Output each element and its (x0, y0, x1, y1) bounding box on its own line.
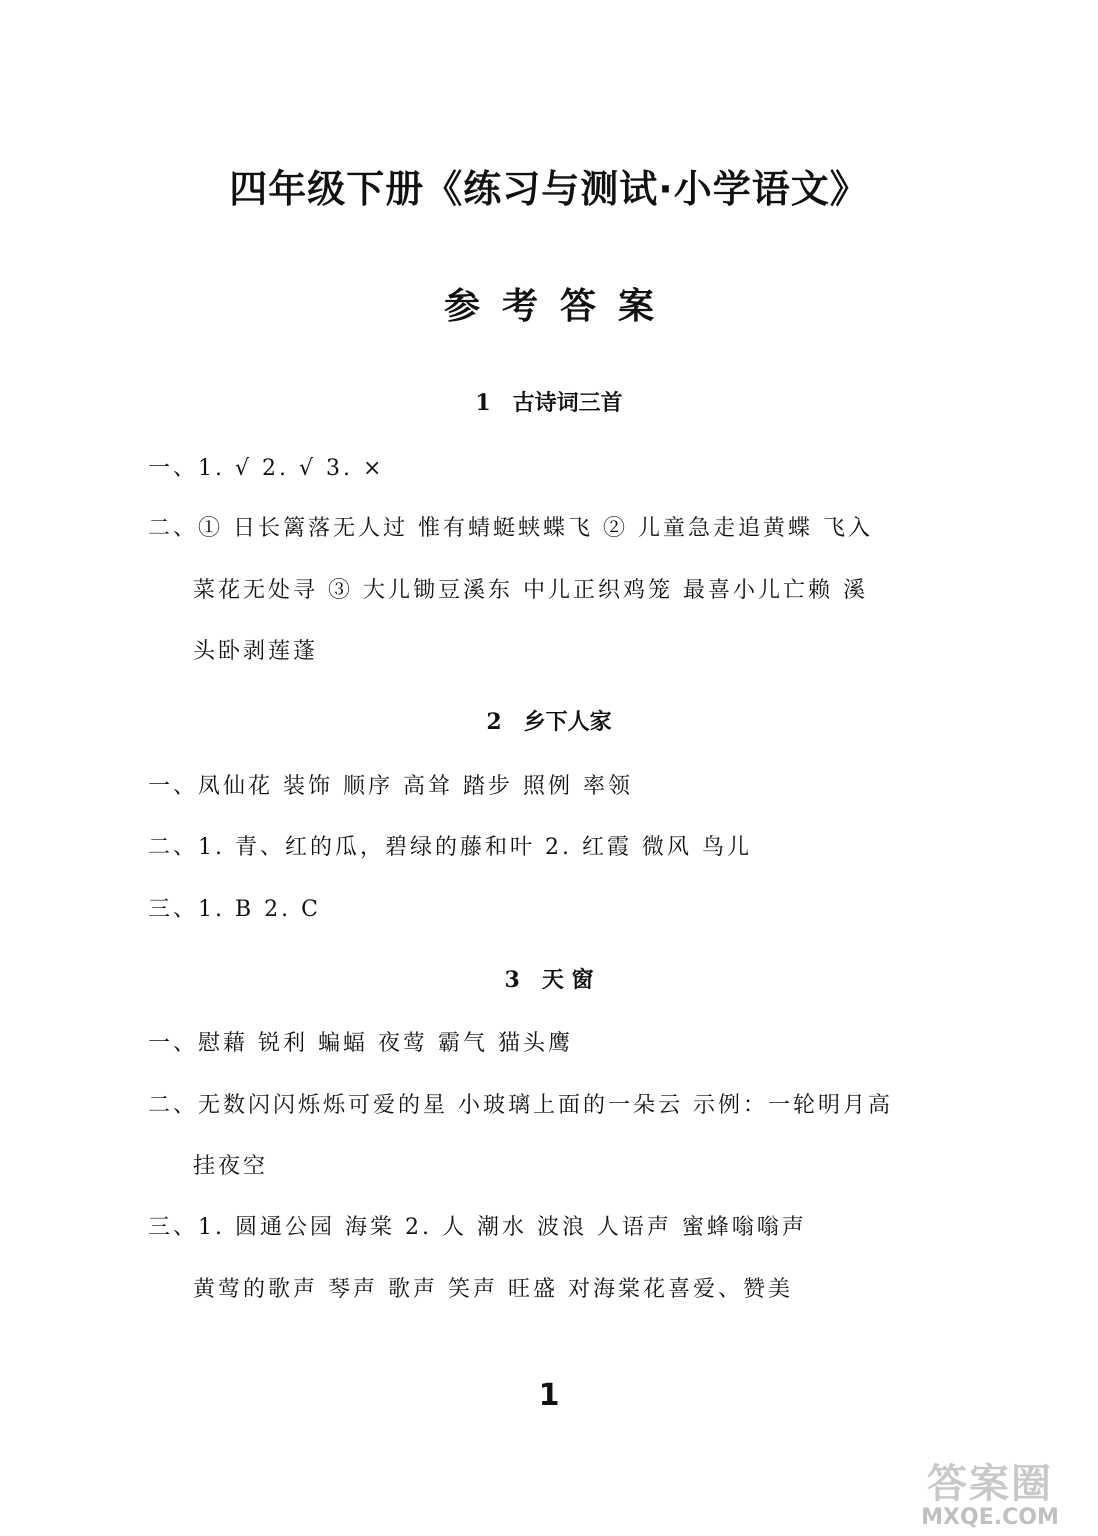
section-number: 3 (504, 967, 520, 993)
document-subtitle: 参考答案 (443, 286, 676, 327)
answer-line: 挂夜空 (193, 1154, 269, 1179)
answer-line: 三、1. B 2. C (148, 897, 321, 922)
answer-line: 一、1. √ 2. √ 3. × (148, 456, 385, 481)
document-title: 四年级下册《练习与测试·小学语文》 (229, 167, 869, 211)
answer-line: 菜花无处寻 ③ 大儿锄豆溪东 中儿正织鸡笼 最喜小儿亡赖 溪 (193, 578, 868, 603)
watermark-top-text: 答案圈 (927, 1461, 1053, 1507)
section-name: 古诗词三首 (512, 391, 623, 416)
section-name: 乡下人家 (523, 710, 612, 735)
answer-line: 一、慰藉 锐利 蝙蝠 夜莺 霸气 猫头鹰 (148, 1031, 573, 1056)
section-name: 天 窗 (541, 968, 594, 993)
section-title-1 (0, 386, 1098, 417)
section-title-2 (0, 705, 1098, 736)
answer-line: 三、1. 圆通公园 海棠 2. 人 潮水 波浪 人语声 蜜蜂嗡嗡声 (148, 1215, 807, 1240)
answer-line: 黄莺的歌声 琴声 歌声 笑声 旺盛 对海棠花喜爱、赞美 (193, 1277, 793, 1302)
answer-line: 头卧剥莲蓬 (193, 639, 319, 664)
watermark-bottom-text: MXQE.COM (921, 1505, 1059, 1530)
answer-line: 二、1. 青、红的瓜，碧绿的藤和叶 2. 红霞 微风 鸟儿 (148, 835, 752, 860)
answer-line: 二、① 日长篱落无人过 惟有蜻蜓蛱蝶飞 ② 儿童急走追黄蝶 飞入 (148, 516, 873, 541)
page-number: 1 (538, 1378, 560, 1413)
section-title-3 (0, 963, 1098, 994)
answer-line: 一、凤仙花 装饰 顺序 高耸 踏步 照例 率领 (148, 774, 633, 799)
section-number: 2 (486, 709, 502, 735)
answer-line: 二、无数闪闪烁烁可爱的星 小玻璃上面的一朵云 示例：一轮明月高 (148, 1093, 893, 1118)
section-number: 1 (475, 390, 491, 416)
watermark-logo (890, 1452, 1090, 1530)
